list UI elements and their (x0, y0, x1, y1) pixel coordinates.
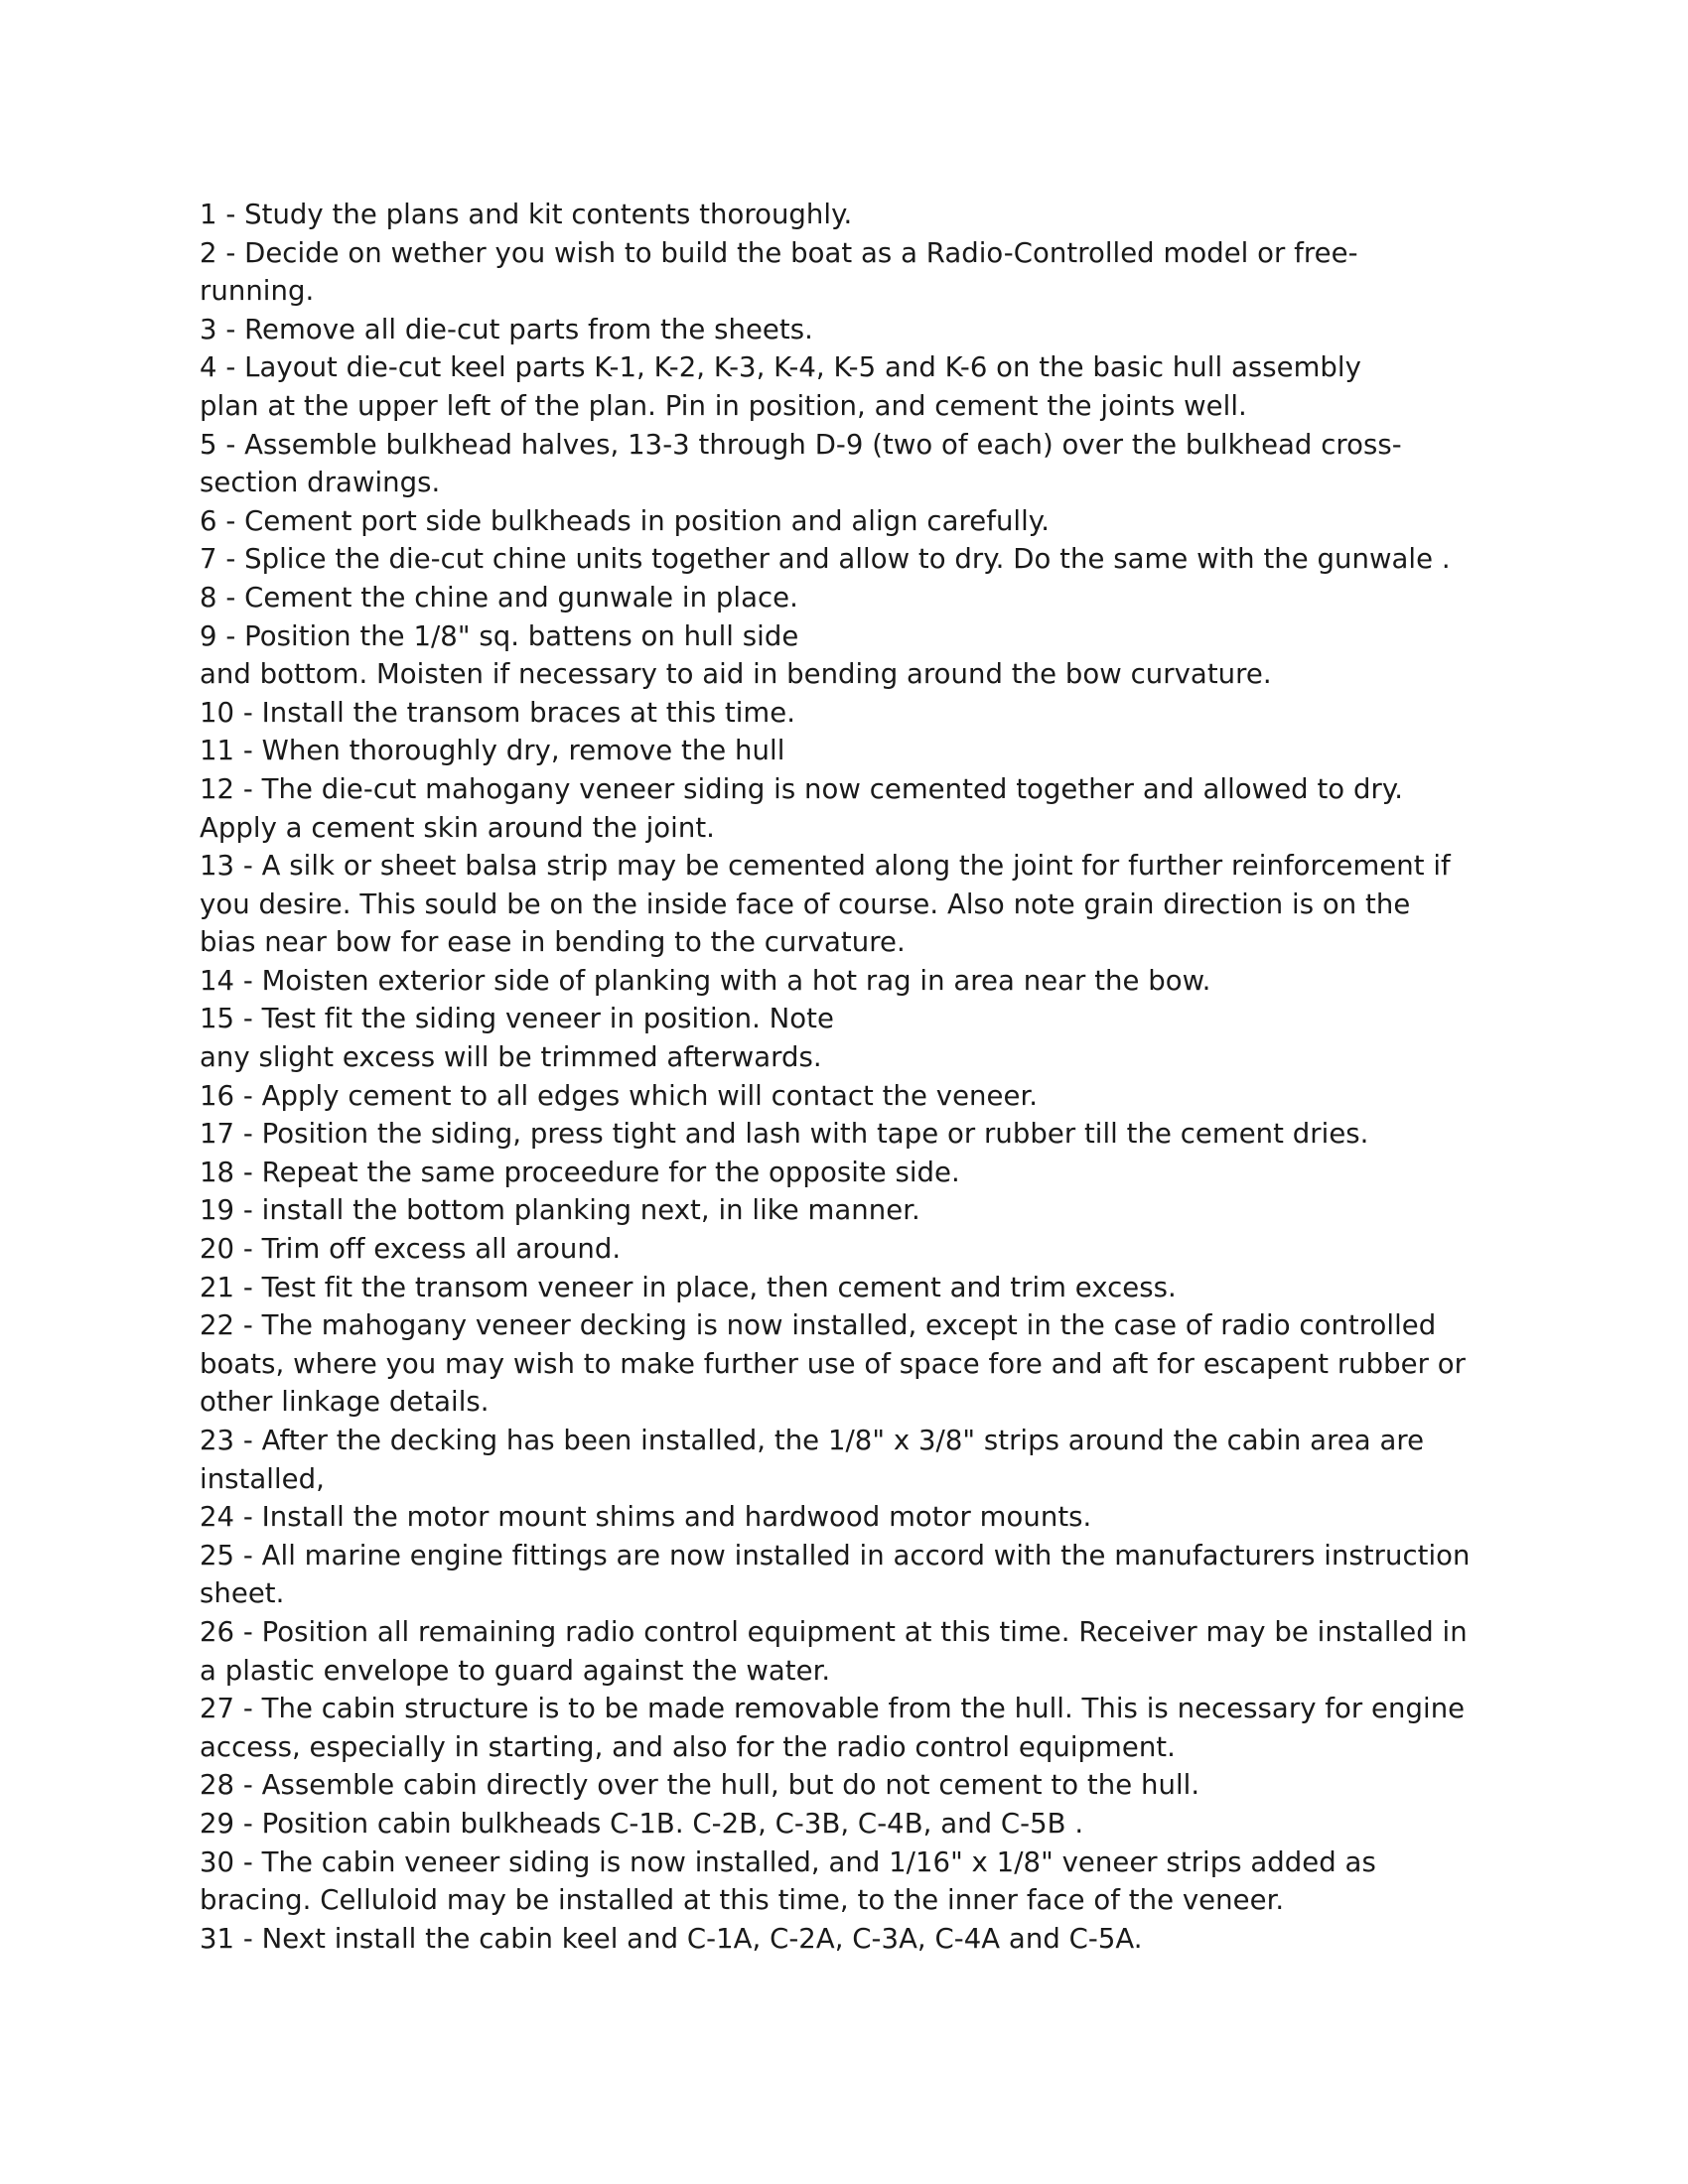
instruction-step (200, 1537, 1490, 1613)
instruction-step (200, 1191, 1490, 1230)
instruction-step (200, 540, 1490, 579)
instruction-step (200, 1613, 1490, 1690)
instruction-line: 13 - A silk or sheet balsa strip may be cemented along the joint for further reinforcement if (200, 850, 1451, 883)
instruction-line: 23 - After the decking has been installed, the 1/8" x 3/8" strips around the cabin area are (200, 1425, 1425, 1456)
instruction-line: boats, where you may wish to make further use of space fore and aft for escapent rubber or (200, 1347, 1467, 1380)
instruction-line: 21 - Test fit the transom veneer in place, then cement and trim excess. (200, 1271, 1177, 1303)
instruction-line: bias near bow for ease in bending to the curvature. (200, 926, 906, 959)
instruction-line: sheet. (200, 1577, 285, 1610)
instruction-line: 22 - The mahogany veneer decking is now installed, except in the case of radio controlled (200, 1309, 1437, 1342)
instruction-line: other linkage details. (200, 1386, 490, 1419)
instruction-step (200, 1843, 1490, 1920)
instruction-line: and bottom. Moisten if necessary to aid in bending around the bow curvature. (200, 658, 1272, 691)
instruction-line: 9 - Position the 1/8" sq. battens on hull side (200, 619, 799, 652)
instruction-line: 12 - The die-cut mahogany veneer siding is now cemented together and allowed to dry. (200, 772, 1404, 805)
instruction-step (200, 617, 1490, 694)
instruction-line: running. (200, 275, 315, 308)
instruction-line: 3 - Remove all die-cut parts from the sheets. (200, 313, 813, 345)
instruction-line: 18 - Repeat the same proceedure for the opposite side. (200, 1156, 960, 1188)
instruction-line: access, especially in starting, and also for the radio control equipment. (200, 1730, 1176, 1763)
instruction-line: 29 - Position cabin bulkheads C-1B. C-2B, C-3B, C-4B, and C-5B . (200, 1807, 1084, 1840)
instruction-line: 26 - Position all remaining radio control equipment at this time. Receiver may be installed in (200, 1615, 1468, 1648)
instruction-step (200, 1077, 1490, 1116)
instruction-step (200, 348, 1490, 425)
instruction-line: you desire. This sould be on the inside face of course. Also note grain direction is on the (200, 887, 1411, 920)
instruction-step (200, 311, 1490, 349)
instruction-line: 4 - Layout die-cut keel parts K-1, K-2, K-3, K-4, K-5 and K-6 on the basic hull assembly (200, 351, 1361, 384)
instruction-list (200, 196, 1490, 1958)
instruction-line: 16 - Apply cement to all edges which will contact the veneer. (200, 1079, 1039, 1112)
instruction-line: 30 - The cabin veneer siding is now installed, and 1/16" x 1/8" veneer strips added as (200, 1845, 1376, 1878)
instruction-line: 19 - install the bottom planking next, in like manner. (200, 1194, 920, 1227)
instruction-step (200, 1690, 1490, 1766)
instruction-line: section drawings. (200, 467, 441, 499)
instruction-step (200, 1269, 1490, 1307)
instruction-line: 1 - Study the plans and kit contents thoroughly. (200, 199, 853, 230)
instruction-line: 8 - Cement the chine and gunwale in place. (200, 581, 798, 614)
instruction-step (200, 579, 1490, 617)
instruction-step (200, 847, 1490, 962)
instruction-line: 2 - Decide on wether you wish to build the boat as a Radio-Controlled model or free- (200, 236, 1358, 269)
instruction-step (200, 1306, 1490, 1422)
instruction-line: Apply a cement skin around the joint. (200, 811, 715, 844)
instruction-line: a plastic envelope to guard against the water. (200, 1654, 831, 1687)
instruction-line: 5 - Assemble bulkhead halves, 13-3 through D-9 (two of each) over the bulkhead cross- (200, 428, 1402, 461)
instruction-step (200, 694, 1490, 733)
instruction-line: 15 - Test fit the siding veneer in position. Note (200, 1003, 834, 1035)
instruction-step (200, 1000, 1490, 1076)
instruction-line: 25 - All marine engine fittings are now installed in accord with the manufacturers instruction (200, 1539, 1471, 1571)
instruction-step (200, 1154, 1490, 1192)
instruction-line: 17 - Position the siding, press tight and lash with tape or rubber till the cement dries. (200, 1118, 1369, 1151)
instruction-line: bracing. Celluloid may be installed at this time, to the inner face of the veneer. (200, 1884, 1285, 1917)
instruction-step (200, 1230, 1490, 1269)
instruction-line: 20 - Trim off excess all around. (200, 1233, 622, 1266)
instruction-step (200, 1422, 1490, 1498)
instruction-step (200, 234, 1490, 311)
instruction-step (200, 732, 1490, 770)
instruction-line: 31 - Next install the cabin keel and C-1A, C-2A, C-3A, C-4A and C-5A. (200, 1922, 1143, 1955)
instruction-step (200, 426, 1490, 502)
instruction-step (200, 1920, 1490, 1959)
instruction-step (200, 1498, 1490, 1537)
instruction-line: 7 - Splice the die-cut chine units together and allow to dry. Do the same with the gunwale . (200, 543, 1451, 576)
instruction-step (200, 502, 1490, 541)
instruction-line: any slight excess will be trimmed afterwards. (200, 1041, 822, 1074)
instruction-step (200, 1805, 1490, 1843)
instruction-line: 6 - Cement port side bulkheads in position and align carefully. (200, 504, 1050, 537)
instruction-line: 28 - Assemble cabin directly over the hull, but do not cement to the hull. (200, 1769, 1200, 1802)
instruction-line: plan at the upper left of the plan. Pin in position, and cement the joints well. (200, 389, 1247, 422)
instruction-line: 11 - When thoroughly dry, remove the hull (200, 735, 785, 767)
instruction-step (200, 770, 1490, 847)
instruction-step (200, 196, 1490, 234)
instruction-step (200, 1115, 1490, 1154)
instruction-line: 27 - The cabin structure is to be made removable from the hull. This is necessary for engine (200, 1693, 1466, 1725)
instruction-step (200, 1766, 1490, 1805)
instruction-line: 14 - Moisten exterior side of planking with a hot rag in area near the bow. (200, 964, 1211, 997)
instruction-line: 10 - Install the transom braces at this time. (200, 696, 795, 729)
instruction-line: 24 - Install the motor mount shims and hardwood motor mounts. (200, 1501, 1092, 1534)
instruction-line: installed, (200, 1462, 325, 1495)
instruction-step (200, 962, 1490, 1001)
